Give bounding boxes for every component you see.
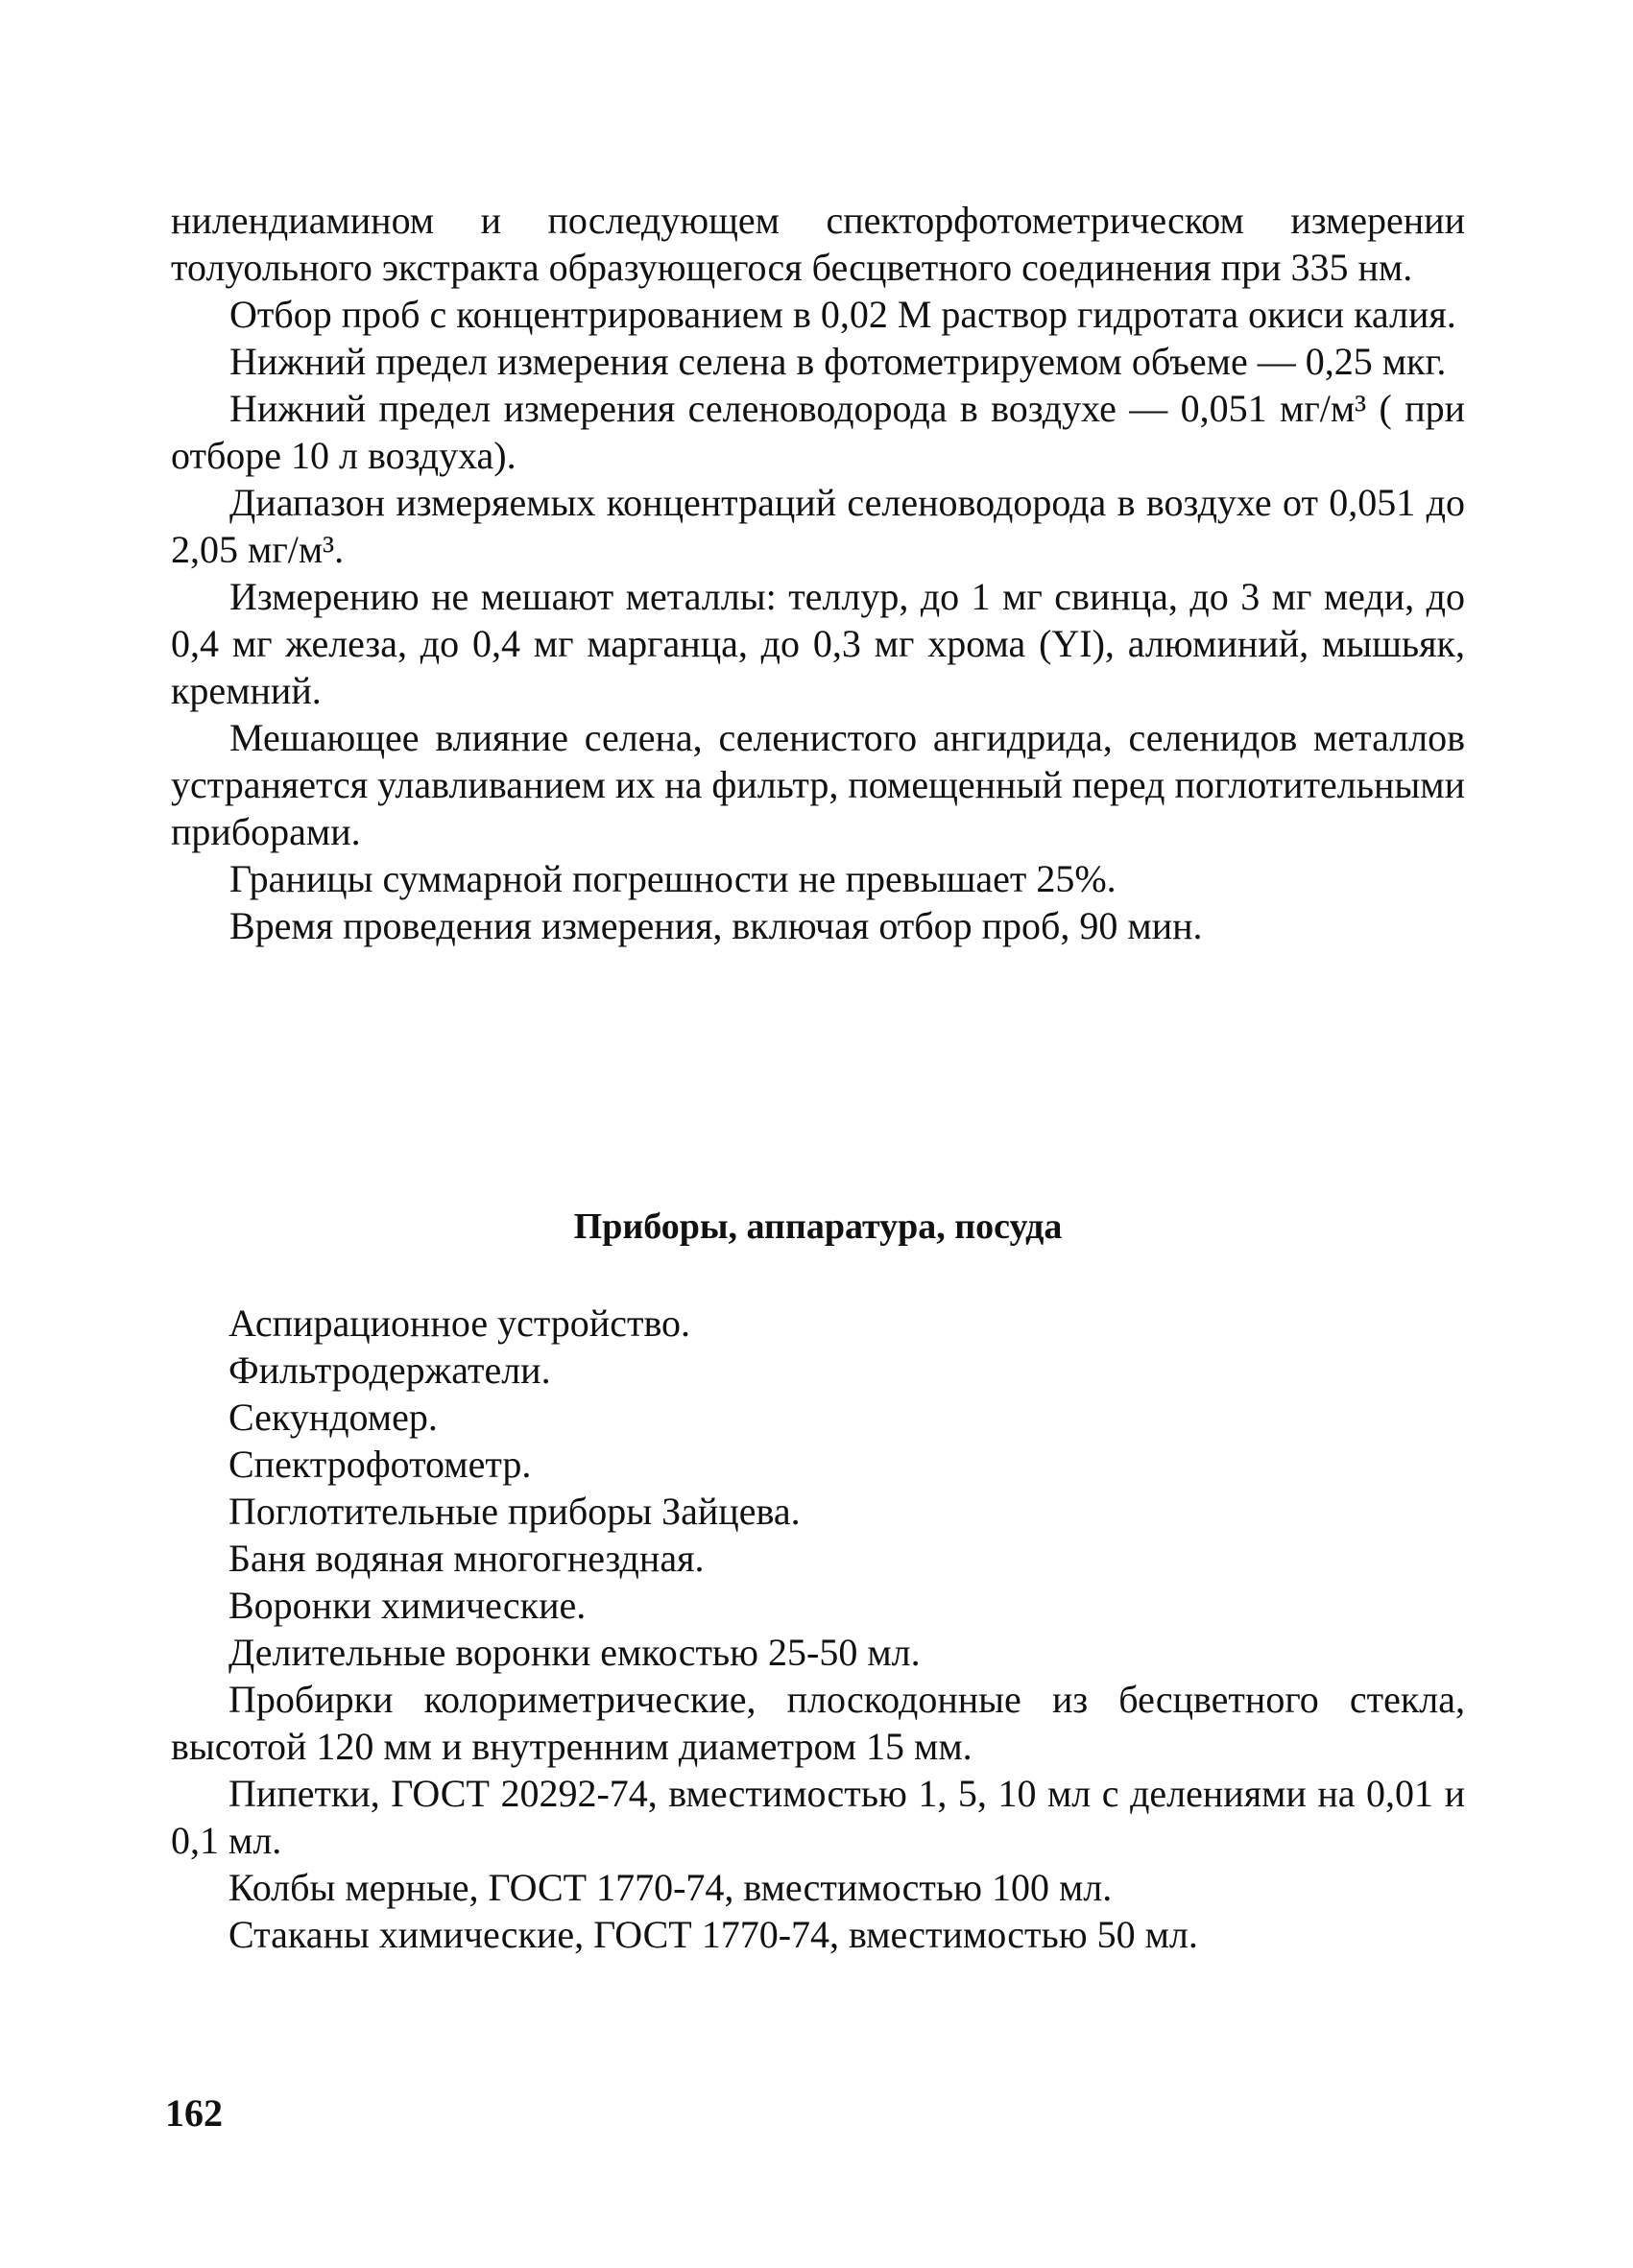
list-item: Стаканы химические, ГОСТ 1770-74, вместимостью 50 мл. <box>228 1913 1198 1956</box>
page-number: 162 <box>165 2091 223 2135</box>
list-item: Воронки химические. <box>228 1584 587 1627</box>
paragraph-sampling: Отбор проб с концентрированием в 0,02 М раствор гидротата окиси калия. <box>229 293 1456 336</box>
equipment-list <box>171 1300 1465 1958</box>
paragraph-non-interfering-metals: Измерению не мешают металлы: теллур, до 1 мг свинца, до 3 мг меди, до 0,4 мг железа, до 0,4 мг марганца, до 0,3 мг хрома (YI), алюминий, мышьяк, кремний. <box>171 575 1465 712</box>
list-item: Секундомер. <box>228 1396 438 1439</box>
list-item: Делительные воронки емкостью 25-50 мл. <box>228 1631 921 1674</box>
list-item: Аспирационное устройство. <box>228 1301 691 1345</box>
list-item: Баня водяная многогнездная. <box>228 1537 705 1580</box>
paragraph-hydrogen-selenide-limit: Нижний предел измерения селеноводорода в воздухе — 0,051 мг/м³ ( при отборе 10 л воздуха). <box>171 387 1465 477</box>
paragraph-selenium-limit: Нижний предел измерения селена в фотометрируемом объеме — 0,25 мкг. <box>229 340 1447 383</box>
paragraph-continuation: нилендиамином и последующем спекторфотометрическом измерении толуольного экстракта образующегося бесцветного соединения при 335 нм. <box>171 199 1465 289</box>
paragraph-error-bounds: Границы суммарной погрешности не превышает 25%. <box>229 857 1117 900</box>
list-item: Поглотительные приборы Зайцева. <box>228 1490 801 1533</box>
paragraph-range: Диапазон измеряемых концентраций селеноводорода в воздухе от 0,051 до 2,05 мг/м³. <box>171 481 1465 571</box>
list-item: Пипетки, ГОСТ 20292-74, вместимостью 1, 5, 10 мл с делениями на 0,01 и 0,1 мл. <box>171 1772 1465 1862</box>
list-item: Спектрофотометр. <box>228 1443 532 1486</box>
intro-text <box>171 197 1465 949</box>
list-item: Колбы мерные, ГОСТ 1770-74, вместимостью 100 мл. <box>228 1866 1113 1909</box>
paragraph-duration: Время проведения измерения, включая отбор проб, 90 мин. <box>229 904 1203 947</box>
list-item: Фильтродержатели. <box>228 1349 551 1392</box>
section-heading: Приборы, аппаратура, посуда <box>573 1206 1063 1247</box>
paragraph-interference: Мешающее влияние селена, селенистого ангидрида, селенидов металлов устраняется улавливанием их на фильтр, помещенный перед поглотительными приборами. <box>171 716 1466 853</box>
list-item: Пробирки колориметрические, плоскодонные из бесцветного стекла, высотой 120 мм и внутренним диаметром 15 мм. <box>171 1678 1465 1768</box>
